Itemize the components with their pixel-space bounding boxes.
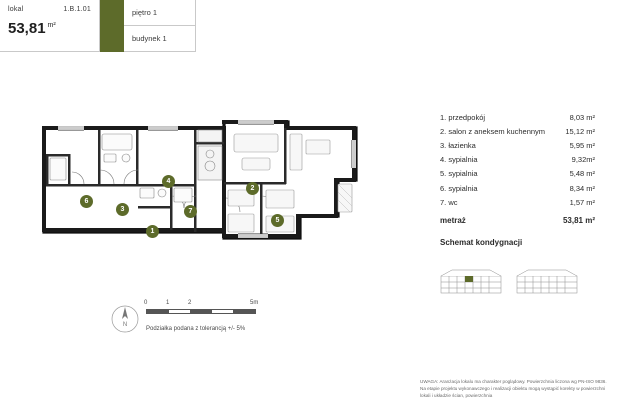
scale-note: Podziałka podana z tolerancją +/- 5%: [146, 326, 246, 332]
header-lokal-cell: [0, 0, 100, 52]
building-cell: budynek 1: [124, 26, 195, 52]
scale-bar: [146, 309, 256, 314]
building-schematic-left-icon: [440, 268, 502, 294]
room-marker: 4: [162, 175, 175, 188]
room-area: 8,34 m²: [569, 183, 595, 193]
scale-tick-2: 2: [188, 300, 192, 306]
area-unit: m²: [47, 22, 56, 29]
scale-block: [108, 300, 308, 332]
area-value-block: [8, 20, 91, 37]
room-area: 1,57 m²: [569, 197, 595, 207]
header-info-cells: [124, 0, 196, 52]
scale-tick-0: 0: [144, 300, 148, 306]
accent-bar: [100, 0, 124, 52]
schemat-diagrams: [440, 268, 578, 294]
disclaimer-note: UWAGA: Aranżacja lokalu ma charakter poglądowy. Powierzchnia liczona wg PN-ISO 9836. Na etapie projektu wykonawczego i realizacji obiektu mogą wystąpić korekty w powierzchni lokali i układzie ścian, powierzchnia: [420, 379, 607, 399]
total-value: 53,81 m²: [562, 216, 595, 226]
schemat-title: Schemat kondygnacji: [440, 238, 523, 247]
room-row: [440, 181, 595, 195]
scale-tick-3: 5m: [250, 300, 259, 306]
room-name: 5. sypialnia: [440, 169, 478, 179]
room-marker: 3: [116, 203, 129, 216]
room-row: [440, 110, 595, 124]
room-area: 9,32m²: [571, 155, 595, 165]
room-row: [440, 195, 595, 209]
scale-tick-1: 1: [166, 300, 170, 306]
total-label: metraż: [440, 216, 466, 226]
room-row: [440, 124, 595, 138]
room-marker: 5: [271, 214, 284, 227]
building-schematic-right-icon: [516, 268, 578, 294]
room-area: 8,03 m²: [569, 112, 595, 122]
lokal-row: [8, 6, 91, 13]
room-area: 5,48 m²: [569, 169, 595, 179]
room-marker: 7: [184, 205, 197, 218]
room-area: 5,95 m²: [569, 140, 595, 150]
room-marker: 6: [80, 195, 93, 208]
room-name: 4. sypialnia: [440, 155, 478, 165]
lokal-label: lokal: [8, 6, 24, 13]
floor-cell: piętro 1: [124, 0, 195, 26]
room-row: [440, 138, 595, 152]
lokal-value: 1.B.1.01: [63, 6, 91, 13]
room-name: 1. przedpokój: [440, 112, 486, 122]
total-row: [440, 209, 595, 227]
room-row: [440, 153, 595, 167]
room-name: 3. łazienka: [440, 140, 476, 150]
scale-bar-row: [108, 300, 308, 322]
area-value: 53,81: [8, 20, 46, 37]
svg-text:N: N: [122, 322, 128, 328]
room-list: [440, 110, 595, 227]
floor-plan: [38, 120, 358, 255]
room-name: 2. salon z aneksem kuchennym: [440, 126, 546, 136]
floor-plan-svg: [38, 120, 358, 255]
room-name: 6. sypialnia: [440, 183, 478, 193]
room-marker: 2: [246, 182, 259, 195]
room-marker: 1: [146, 225, 159, 238]
header-block: [0, 0, 196, 52]
room-area: 15,12 m²: [565, 126, 595, 136]
room-row: [440, 167, 595, 181]
room-name: 7. wc: [440, 197, 458, 207]
